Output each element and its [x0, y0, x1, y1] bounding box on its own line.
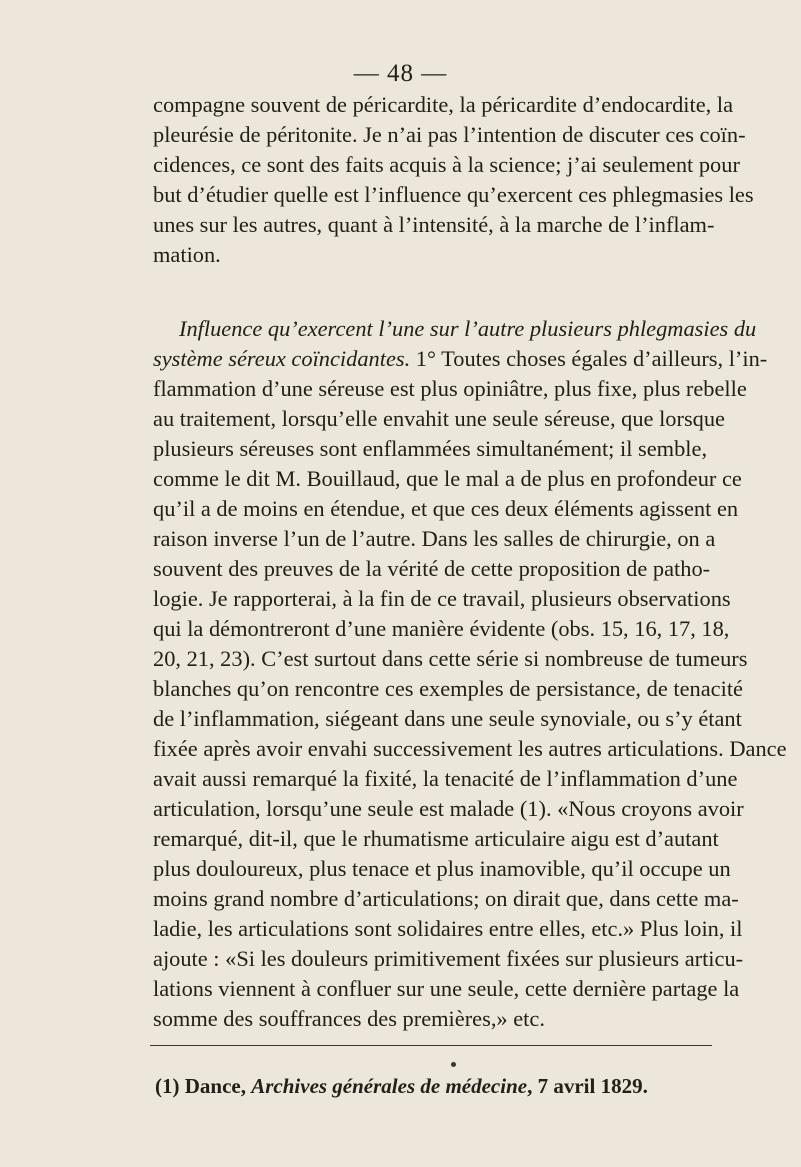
- text-line: ladie, les articulations sont solidaires entre elles, etc.» Plus loin, il: [153, 916, 743, 941]
- text-line: au traitement, lorsqu’elle envahit une seule séreuse, que lorsque: [153, 406, 725, 431]
- text-line: cidences, ce sont des faits acquis à la science; j’ai seulement pour: [153, 152, 740, 177]
- text-line: unes sur les autres, quant à l’intensité, à la marche de l’inflam-: [153, 212, 715, 237]
- text-line: souvent des preuves de la vérité de cette proposition de patho-: [153, 556, 711, 581]
- footnote-rule: [150, 1045, 712, 1046]
- text-line: mation.: [153, 242, 221, 267]
- text-line: blanches qu’on rencontre ces exemples de persistance, de tenacité: [153, 676, 743, 701]
- footnote-prefix: (1) Dance,: [155, 1074, 252, 1098]
- text-line: fixée après avoir envahi successivement les autres articulations. Dance: [153, 736, 787, 761]
- page-number: — 48 —: [353, 60, 448, 87]
- text-line: compagne souvent de péricardite, la péricardite d’endocardite, la: [153, 92, 734, 117]
- text-line: lations viennent à confluer sur une seule, cette dernière partage la: [153, 976, 740, 1001]
- text-line: qui la démontreront d’une manière évidente (obs. 15, 16, 17, 18,: [153, 616, 730, 641]
- text-line: articulation, lorsqu’une seule est malade (1). «Nous croyons avoir: [153, 796, 744, 821]
- text-line: comme le dit M. Bouillaud, que le mal a de plus en profondeur ce: [153, 466, 742, 491]
- text-line: 20, 21, 23). C’est surtout dans cette série si nombreuse de tumeurs: [153, 646, 748, 671]
- text-line: avait aussi remarqué la fixité, la tenacité de l’inflammation d’une: [153, 766, 738, 791]
- text-line: moins grand nombre d’articulations; on dirait que, dans cette ma-: [153, 886, 739, 911]
- text-line: plusieurs séreuses sont enflammées simultanément; il semble,: [153, 436, 708, 461]
- text-line: flammation d’une séreuse est plus opiniâtre, plus fixe, plus rebelle: [153, 376, 747, 401]
- section-heading: Influence qu’exercent l’une sur l’autre plusieurs phlegmasies du: [179, 316, 757, 341]
- footnote-suffix: , 7 avril 1829.: [527, 1074, 648, 1098]
- text-line: [153, 344, 768, 374]
- text-line: but d’étudier quelle est l’influence qu’exercent ces phlegmasies les: [153, 182, 754, 207]
- text-line: logie. Je rapporterai, à la fin de ce travail, plusieurs observations: [153, 586, 731, 611]
- footnote: [155, 1072, 715, 1100]
- text-line: ajoute : «Si les douleurs primitivement fixées sur plusieurs articu-: [153, 946, 744, 971]
- text-line: pleurésie de péritonite. Je n’ai pas l’intention de discuter ces coïn-: [153, 122, 746, 147]
- text-line: remarqué, dit-il, que le rhumatisme articulaire aigu est d’autant: [153, 826, 719, 851]
- text-line: somme des souffrances des premières,» etc.: [153, 1006, 545, 1031]
- text-span: 1° Toutes choses égales d’ailleurs, l’in-: [410, 346, 768, 371]
- section-heading-cont: système séreux coïncidantes.: [153, 346, 411, 371]
- text-line: raison inverse l’un de l’autre. Dans les salles de chirurgie, on a: [153, 526, 716, 551]
- ink-dot: [451, 1062, 456, 1067]
- text-line: qu’il a de moins en étendue, et que ces deux éléments agissent en: [153, 496, 739, 521]
- text-line: plus douloureux, plus tenace et plus inamovible, qu’il occupe un: [153, 856, 731, 881]
- text-line: de l’inflammation, siégeant dans une seule synoviale, ou s’y étant: [153, 706, 742, 731]
- footnote-source: Archives générales de médecine: [251, 1074, 528, 1098]
